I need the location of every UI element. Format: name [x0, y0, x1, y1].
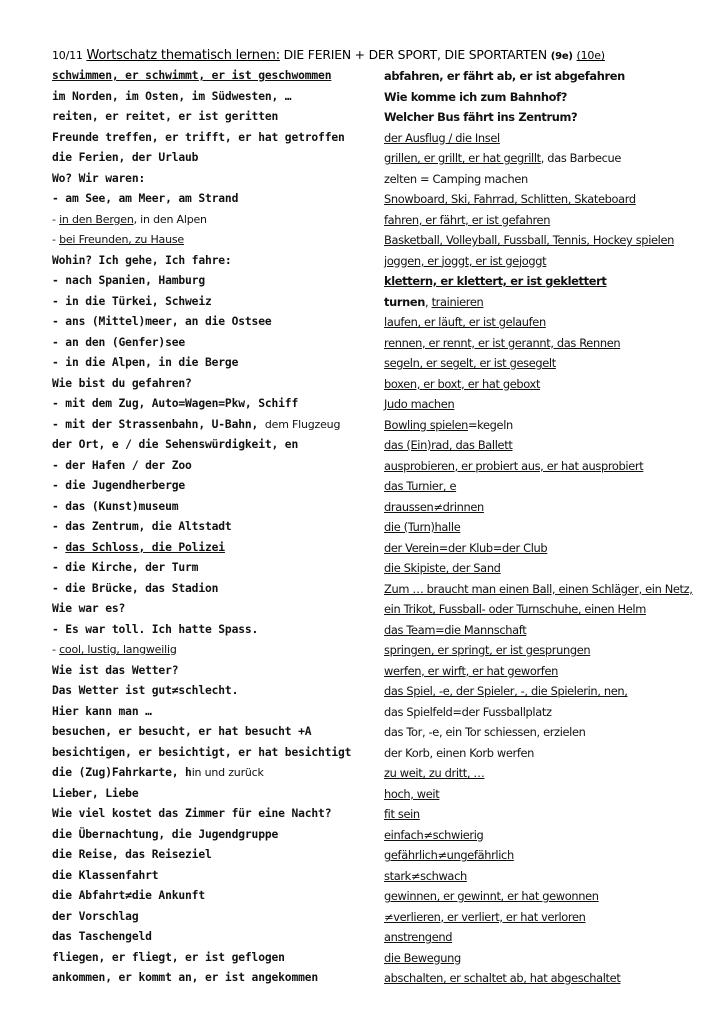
title-grade-9e: (9e) [550, 51, 573, 62]
left-vocab-entry [52, 128, 380, 149]
left-vocab-entry [52, 148, 380, 169]
vocab-text: springen, er springt, er ist gesprungen [384, 643, 591, 657]
vocab-text: gefährlich≠ungefährlich [384, 848, 514, 862]
vocab-text: schwimmen, er schwimmt, er ist geschwommen [52, 69, 332, 82]
left-vocab-entry [52, 620, 380, 641]
left-vocab-entry [52, 374, 380, 395]
vocab-text: abfahren, er fährt ab, er ist abgefahren [384, 69, 625, 83]
right-vocab-entry [384, 312, 716, 333]
right-vocab-entry [384, 763, 716, 784]
left-vocab-entry [52, 599, 380, 620]
right-vocab-entry [384, 292, 716, 313]
vocab-text: rennen, er rennt, er ist gerannt, das Rennen [384, 335, 621, 350]
title-grade-10e: (10e) [576, 49, 605, 62]
vocab-text: werfen, er wirft, er hat geworfen [384, 663, 558, 678]
left-vocab-entry [52, 517, 380, 538]
vocab-text: das Turnier, e [384, 479, 457, 493]
right-vocab-entry [384, 210, 716, 231]
right-vocab-entry [384, 681, 716, 702]
left-vocab-entry [52, 661, 380, 682]
left-vocab-entry [52, 927, 380, 948]
left-vocab-entry [52, 456, 380, 477]
vocab-text: draussen≠drinnen [384, 499, 484, 514]
vocab-text: - die Jugendherberge [52, 479, 186, 492]
vocab-text: Wohin? Ich gehe, Ich fahre: [52, 253, 232, 267]
vocab-text: im Norden, im Osten, im Südwesten, … [52, 89, 292, 103]
right-vocab-entry [384, 189, 716, 210]
left-vocab-entry [52, 825, 380, 846]
left-vocab-entry [52, 763, 380, 784]
left-vocab-entry [52, 497, 380, 518]
vocab-text: Bowling spielen [384, 417, 468, 432]
left-vocab-entry [52, 968, 380, 989]
right-vocab-entry [384, 394, 716, 415]
vocab-text: - [52, 540, 66, 554]
vocab-text: Basketball, Volleyball, Fussball, Tennis, Hockey spielen [384, 233, 675, 247]
vocab-text: das Schloss, die Polizei [65, 540, 225, 554]
right-vocab-entry [384, 599, 716, 620]
vocab-text: zu weit, zu dritt, … [384, 766, 485, 780]
right-vocab-entry [384, 66, 716, 87]
title-number: 10/11 [52, 49, 83, 62]
right-vocab-entry [384, 948, 716, 969]
right-vocab-entry [384, 230, 716, 251]
vocab-text: dem Flugzeug [264, 417, 341, 431]
left-vocab-entry [52, 189, 380, 210]
right-vocab-entry [384, 968, 716, 989]
vocab-text: fliegen, er fliegt, er ist geflogen [52, 950, 285, 964]
right-vocab-entry [384, 87, 716, 108]
vocab-text: abschalten, er schaltet ab, hat abgeschaltet [384, 971, 621, 985]
vocab-text: - [52, 212, 60, 226]
right-vocab-entry [384, 169, 716, 190]
vocab-text: - am See, am Meer, am Strand [52, 192, 239, 205]
vocab-text: das Team=die Mannschaft [384, 622, 527, 637]
title-topic: DIE FERIEN + DER SPORT, DIE SPORTARTEN [283, 47, 547, 62]
left-vocab-entry [52, 333, 380, 354]
vocab-text: turnen [384, 294, 426, 309]
vocab-text: Snowboard, Ski, Fahrrad, Schlitten, Skateboard [384, 192, 636, 206]
left-vocab-entry [52, 415, 380, 436]
vocab-text: die Klassenfahrt [52, 868, 159, 882]
title-underlined: Wortschatz thematisch lernen: [86, 48, 280, 63]
vocab-text: Welcher Bus fährt ins Zentrum? [384, 110, 578, 124]
left-vocab-entry [52, 886, 380, 907]
vocab-text: - [52, 233, 60, 246]
right-vocab-entry [384, 374, 716, 395]
vocab-text: boxen, er boxt, er hat geboxt [384, 376, 541, 391]
left-vocab-entry [52, 251, 380, 272]
right-vocab-entry [384, 640, 716, 661]
vocab-text: der Verein=der Klub=der Club [384, 540, 548, 555]
left-vocab-entry [52, 538, 380, 559]
worksheet-title [52, 44, 712, 66]
vocab-text: - [52, 643, 60, 656]
left-vocab-entry [52, 292, 380, 313]
right-vocab-entry [384, 784, 716, 805]
vocab-text: joggen, er joggt, er ist gejoggt [384, 253, 547, 268]
right-vocab-entry [384, 538, 716, 559]
vocab-text: ein Trikot, Fussball- oder Turnschuhe, einen Helm [384, 602, 646, 616]
vocab-text: - nach Spanien, Hamburg [52, 274, 205, 287]
vocab-text: Wie bist du gefahren? [52, 376, 192, 390]
vocab-text: , [425, 294, 432, 309]
vocab-text: - Es war toll. Ich hatte Spass. [52, 622, 259, 636]
right-vocab-entry [384, 517, 716, 538]
right-vocab-entry [384, 476, 716, 497]
vocab-text: der Ort, e / die Sehenswürdigkeit, en [52, 438, 299, 451]
vocab-text: Wie ist das Wetter? [52, 663, 179, 677]
vocab-text: in den Bergen [59, 212, 134, 226]
vocab-text: Wo? Wir waren: [52, 171, 146, 185]
vocab-column-right [384, 66, 716, 989]
vocab-text: die Abfahrt≠die Ankunft [52, 889, 205, 902]
vocab-text: - an den (Genfer)see [52, 335, 186, 349]
left-vocab-entry [52, 107, 380, 128]
left-vocab-entry [52, 230, 380, 251]
vocab-text: die (Zug)Fahrkarte, h [52, 766, 192, 779]
vocab-text: - das (Kunst)museum [52, 499, 179, 513]
vocab-text: ausprobieren, er probiert aus, er hat ausprobiert [384, 458, 644, 473]
vocab-text: die (Turn)halle [384, 520, 461, 534]
vocab-text: in und zurück [191, 766, 264, 779]
vocab-text: trainieren [431, 294, 484, 309]
left-vocab-entry [52, 169, 380, 190]
vocab-text: Hier kann man … [52, 704, 152, 718]
right-vocab-entry [384, 620, 716, 641]
vocab-text: - mit der Strassenbahn, U-Bahn, [52, 417, 265, 431]
vocab-text: - in die Türkei, Schweiz [52, 294, 212, 308]
vocab-text: einfach≠schwierig [384, 827, 484, 842]
left-vocab-entry [52, 66, 380, 87]
vocab-text: Wie komme ich zum Bahnhof? [384, 89, 567, 104]
left-vocab-entry [52, 579, 380, 600]
vocab-text: , in den Alpen [133, 212, 207, 226]
right-vocab-entry [384, 435, 716, 456]
right-vocab-entry [384, 271, 716, 292]
vocab-text: fit sein [384, 807, 420, 821]
vocab-text: - ans (Mittel)meer, an die Ostsee [52, 315, 272, 328]
vocab-text: die Skipiste, der Sand [384, 561, 501, 575]
right-vocab-entry [384, 353, 716, 374]
vocab-text: reiten, er reitet, er ist geritten [52, 110, 279, 123]
right-vocab-entry [384, 333, 716, 354]
left-vocab-entry [52, 804, 380, 825]
left-vocab-entry [52, 743, 380, 764]
left-vocab-entry [52, 907, 380, 928]
right-vocab-entry [384, 661, 716, 682]
vocab-text: laufen, er läuft, er ist gelaufen [384, 315, 546, 329]
left-vocab-entry [52, 312, 380, 333]
right-vocab-entry [384, 907, 716, 928]
left-vocab-entry [52, 702, 380, 723]
vocab-text: das (Ein)rad, das Ballett [384, 438, 513, 452]
left-vocab-entry [52, 558, 380, 579]
vocab-text: die Bewegung [384, 950, 461, 965]
vocab-text: die Ferien, der Urlaub [52, 151, 199, 164]
vocab-text: Zum … braucht man einen Ball, einen Schläger, ein Netz, [384, 581, 693, 596]
vocab-text: der Vorschlag [52, 909, 139, 923]
left-vocab-entry [52, 271, 380, 292]
left-vocab-entry [52, 681, 380, 702]
vocab-text: zelten = Camping machen [384, 171, 528, 186]
left-vocab-entry [52, 394, 380, 415]
left-vocab-entry [52, 722, 380, 743]
vocab-text: das Spiel, -e, der Spieler, -, die Spielerin, nen, [384, 684, 628, 698]
vocab-text: - das Zentrum, die Altstadt [52, 520, 232, 533]
right-vocab-entry [384, 251, 716, 272]
vocab-text: das Tor, -e, ein Tor schiessen, erzielen [384, 725, 586, 739]
vocab-text: fahren, er fährt, er ist gefahren [384, 212, 551, 227]
vocab-text: klettern, er klettert, er ist geklettert [384, 274, 607, 288]
right-vocab-entry [384, 886, 716, 907]
vocab-text: Das Wetter ist gut≠schlecht. [52, 684, 239, 697]
right-vocab-entry [384, 702, 716, 723]
vocab-text: besichtigen, er besichtigt, er hat besichtigt [52, 745, 352, 759]
right-vocab-entry [384, 107, 716, 128]
vocab-text: - der Hafen / der Zoo [52, 458, 192, 472]
vocab-text: grillen, er grillt, er hat gegrillt [384, 151, 541, 165]
vocab-text: das Taschengeld [52, 930, 152, 943]
vocab-text: Wie viel kostet das Zimmer für eine Nacht? [52, 807, 332, 820]
vocab-text: Lieber, Liebe [52, 786, 139, 800]
vocab-text: die Reise, das Reiseziel [52, 848, 212, 861]
left-vocab-entry [52, 476, 380, 497]
left-vocab-entry [52, 353, 380, 374]
vocab-text: gewinnen, er gewinnt, er hat gewonnen [384, 889, 599, 903]
vocab-text: Judo machen [384, 397, 455, 411]
vocab-text: bei Freunden, zu Hause [59, 233, 184, 246]
vocab-text: anstrengend [384, 930, 453, 944]
vocab-text: segeln, er segelt, er ist gesegelt [384, 356, 556, 370]
left-vocab-entry [52, 866, 380, 887]
right-vocab-entry [384, 579, 716, 600]
right-vocab-entry [384, 415, 716, 436]
vocab-text: ankommen, er kommt an, er ist angekommen [52, 971, 319, 984]
vocab-text: ≠verlieren, er verliert, er hat verloren [384, 909, 586, 924]
vocab-text: - mit dem Zug, Auto=Wagen=Pkw, Schiff [52, 397, 299, 410]
vocab-text: das Spielfeld=der Fussballplatz [384, 704, 552, 719]
vocab-text: die Übernachtung, die Jugendgruppe [52, 827, 279, 841]
left-vocab-entry [52, 87, 380, 108]
vocab-column-left [52, 66, 380, 989]
left-vocab-entry [52, 948, 380, 969]
left-vocab-entry [52, 435, 380, 456]
vocab-text: cool, lustig, langweilig [59, 643, 177, 656]
vocab-text: =kegeln [467, 417, 513, 432]
left-vocab-entry [52, 640, 380, 661]
left-vocab-entry [52, 784, 380, 805]
vocab-text: der Ausflug / die Insel [384, 130, 500, 145]
vocab-text: der Korb, einen Korb werfen [384, 745, 535, 760]
vocab-text: hoch, weit [384, 786, 440, 801]
right-vocab-entry [384, 866, 716, 887]
vocab-text: - die Kirche, der Turm [52, 561, 199, 574]
right-vocab-entry [384, 558, 716, 579]
right-vocab-entry [384, 927, 716, 948]
right-vocab-entry [384, 722, 716, 743]
vocab-text: Freunde treffen, er trifft, er hat getroffen [52, 130, 345, 144]
right-vocab-entry [384, 743, 716, 764]
right-vocab-entry [384, 804, 716, 825]
right-vocab-entry [384, 148, 716, 169]
right-vocab-entry [384, 497, 716, 518]
right-vocab-entry [384, 128, 716, 149]
right-vocab-entry [384, 456, 716, 477]
vocab-text: - in die Alpen, in die Berge [52, 356, 239, 369]
vocab-text: stark≠schwach [384, 868, 467, 883]
vocab-text: besuchen, er besucht, er hat besucht +A [52, 725, 312, 738]
right-vocab-entry [384, 825, 716, 846]
right-vocab-entry [384, 845, 716, 866]
left-vocab-entry [52, 845, 380, 866]
vocab-text: Wie war es? [52, 602, 126, 615]
left-vocab-entry [52, 210, 380, 231]
vocab-text: , das Barbecue [540, 151, 622, 165]
vocab-text: - die Brücke, das Stadion [52, 581, 219, 595]
